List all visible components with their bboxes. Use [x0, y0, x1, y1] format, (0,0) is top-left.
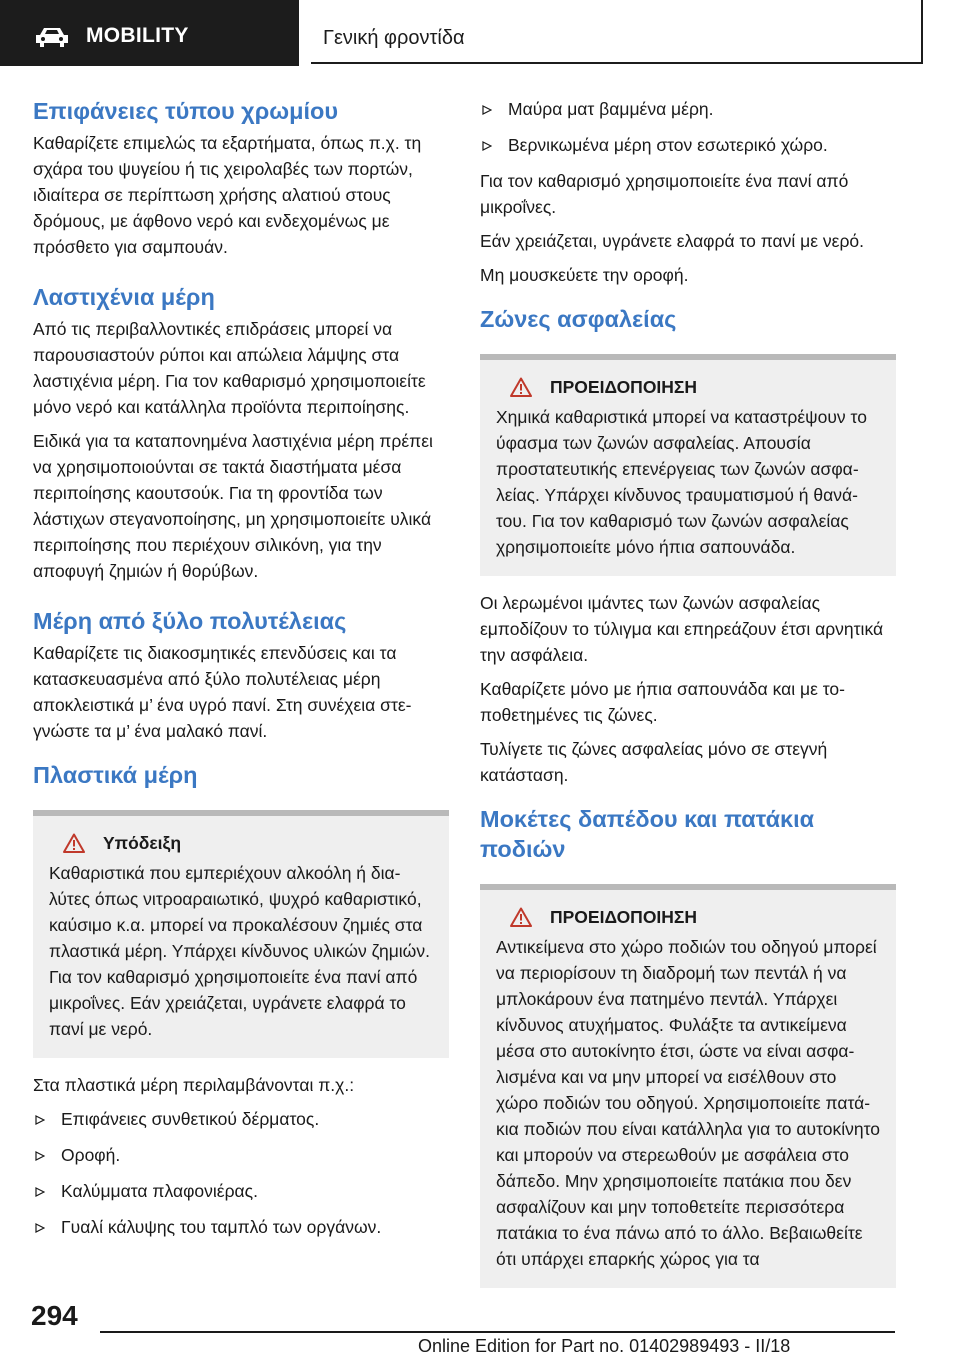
triangle-bullet-icon [482, 105, 492, 115]
list-item: Επιφάνειες συνθετικού δέρματος. [33, 1106, 449, 1132]
heading-plastic: Πλαστικά μέρη [33, 762, 198, 788]
triangle-bullet-icon [482, 141, 492, 151]
triangle-bullet-icon [35, 1187, 45, 1197]
finish-parts-list [480, 96, 896, 158]
list-item: Γυαλί κάλυψης του ταμπλό των οργάνων. [33, 1214, 449, 1240]
paragraph: Καθαρίζετε τις διακοσμητικές επενδύσεις και τα κατασκευασμένα από ξύλο πολυτέλειας μέρη αποκλειστικά μ’ ένα υγρό πανί. Στη συνέχεια στεγνώστε τα μ’ ένα μαλακό πανί. [33, 643, 412, 741]
page-number: 294 [31, 1300, 78, 1331]
paragraph: Εάν χρειάζεται, υγράνετε ελαφρά το πανί με νερό. [480, 231, 865, 251]
plastic-parts-list [33, 1106, 449, 1240]
note-box [33, 810, 449, 1058]
warning-title [496, 374, 880, 400]
warning-text: Χημικά καθαριστικά μπορεί να καταστρέψουν το ύφασμα των ζωνών ασφαλείας. Απουσία προστατευτικής επενέργειας των ζωνών ασφαλείας. Υπάρχει κίνδυνος τραυματισμού ή θανάτου. Για τον καθαρισμό των ζωνών ασφαλείας χρησιμοποιείτε μόνο ήπια σαπουνάδα. [496, 407, 867, 557]
left-column [33, 96, 449, 1250]
paragraph: Από τις περιβαλλοντικές επιδράσεις μπορεί να παρουσιαστούν ρύποι και απώλεια λάμψης στα λαστιχένια μέρη. Για τον καθαρισμό χρησιμοποιείτε μόνο νερό και κατάλληλα προϊόντα περιποίησης. [33, 319, 426, 417]
paragraph: Καθαρίζετε μόνο με ήπια σαπουνάδα και με τοποθετημένες τις ζώνες. [480, 679, 845, 725]
paragraph: Ειδικά για τα καταπονημένα λαστιχένια μέρη πρέπει να χρησιμοποιούνται σε τακτά διαστήματα μέσα περιποίησης καουτσούκ. Για τη φροντίδα των λάστιχων στεγανοποίησης, μη χρησιμοποιείτε υλικά περιποίησης που περιέχουν σιλικόνη, για την αποφυγή ζημιών ή θορύβων. [33, 431, 433, 581]
heading-floor-mats: Μοκέτες δαπέδου και πατάκια ποδιών [480, 806, 815, 862]
edition-link[interactable]: Online Edition for Part no. 01402989493 - II/18 [418, 1336, 791, 1356]
warning-box-floor-mats [480, 884, 896, 1288]
warning-title-text: ΠΡΟΕΙΔΟΠΟΙΗΣΗ [550, 907, 698, 927]
paragraph: Οι λερωμένοι ιμάντες των ζωνών ασφαλείας εμποδίζουν το τύλιγμα και επηρεάζουν έτσι αρνητικά την ασφάλεια. [480, 593, 884, 665]
heading-wood: Μέρη από ξύλο πολυτέλειας [33, 608, 347, 634]
paragraph: Για τον καθαρισμό χρησιμοποιείτε ένα πανί από μικροΐνες. [480, 171, 849, 217]
paragraph: Τυλίγετε τις ζώνες ασφαλείας μόνο σε στεγνή κατάσταση. [480, 739, 828, 785]
triangle-bullet-icon [35, 1223, 45, 1233]
warning-triangle-icon [63, 833, 85, 853]
triangle-bullet-icon [35, 1151, 45, 1161]
page-header [0, 0, 960, 66]
warning-title-text: ΠΡΟΕΙΔΟΠΟΙΗΣΗ [550, 377, 698, 397]
right-column [480, 96, 896, 1302]
list-item: Μαύρα ματ βαμμένα μέρη. [480, 96, 896, 122]
list-item: Βερνικωμένα μέρη στον εσωτερικό χώρο. [480, 132, 896, 158]
footer-divider [100, 1331, 895, 1333]
section-title: Γενική φροντίδα [323, 27, 465, 49]
warning-text: Αντικείμενα στο χώρο ποδιών του οδηγού μπορεί να περιορίσουν τη διαδρομή των πεντάλ ή να μπλοκάρουν ένα πατημένο πεντάλ. Υπάρχει κίνδυνος ατυχήματος. Φυλάξτε τα αντικείμενα μέσα στο αυτοκίνητο έτσι, ώστε να είναι ασφαλισμένα και να μην μπορεί να εισέλθουν στο χώρο ποδιών του οδηγού. Χρησιμοποιείτε πατάκια ποδιών που είναι κατάλληλα για το αυτοκίνητο και μπορούν να στερεωθούν με ασφάλεια στο δάπεδο. Μην χρησιμοποιείτε πατάκια που δεν ασφαλίζουν και μην τοποθετείτε περισσότερα πατάκια το ένα πάνω από το άλλο. Βεβαιωθείτε ότι υπάρχει επαρκής χώρος για τα [496, 937, 880, 1269]
section-tab[interactable] [311, 0, 923, 64]
warning-title [496, 904, 880, 930]
warning-box-seatbelts [480, 354, 896, 576]
note-title-text: Υπόδειξη [103, 833, 182, 853]
note-title [49, 830, 433, 856]
car-icon [34, 26, 70, 48]
paragraph: Μη μουσκεύετε την οροφή. [480, 265, 689, 285]
heading-seatbelts: Ζώνες ασφαλείας [480, 306, 677, 332]
list-item: Καλύμματα πλαφονιέρας. [33, 1178, 449, 1204]
paragraph: Στα πλαστικά μέρη περιλαμβάνονται π.χ.: [33, 1075, 355, 1095]
paragraph: Καθαρίζετε επιμελώς τα εξαρτήματα, όπως π.χ. τη σχάρα του ψυγείου ή τις χειρολαβές των πορτών, ιδιαίτερα σε περίπτωση χρήσης αλατιού στους δρόμους, με άφθονο νερό και ενδεχομένως με πρόσθετο για σαμπουάν. [33, 133, 422, 257]
brand-tab[interactable] [0, 0, 299, 66]
triangle-bullet-icon [35, 1115, 45, 1125]
warning-triangle-icon [510, 907, 532, 927]
heading-rubber: Λαστιχένια μέρη [33, 284, 215, 310]
warning-triangle-icon [510, 377, 532, 397]
heading-chrome: Επιφάνειες τύπου χρωμίου [33, 98, 339, 124]
brand-label: MOBILITY [86, 24, 189, 47]
note-text: Καθαριστικά που εμπεριέχουν αλκοόλη ή διαλύτες όπως νιτροαραιωτικό, ψυχρό καθαριστικό, καύσιμο κ.α. μπορεί να προκαλέσουν ζημιές στα πλαστικά μέρη. Υπάρχει κίνδυνος υλικών ζημιών. Για τον καθαρισμό χρησιμοποιείτε ένα πανί από μικροΐνες. Εάν χρειάζεται, υγράνετε ελαφρά το πανί με νερό. [49, 863, 430, 1039]
list-item: Οροφή. [33, 1142, 449, 1168]
